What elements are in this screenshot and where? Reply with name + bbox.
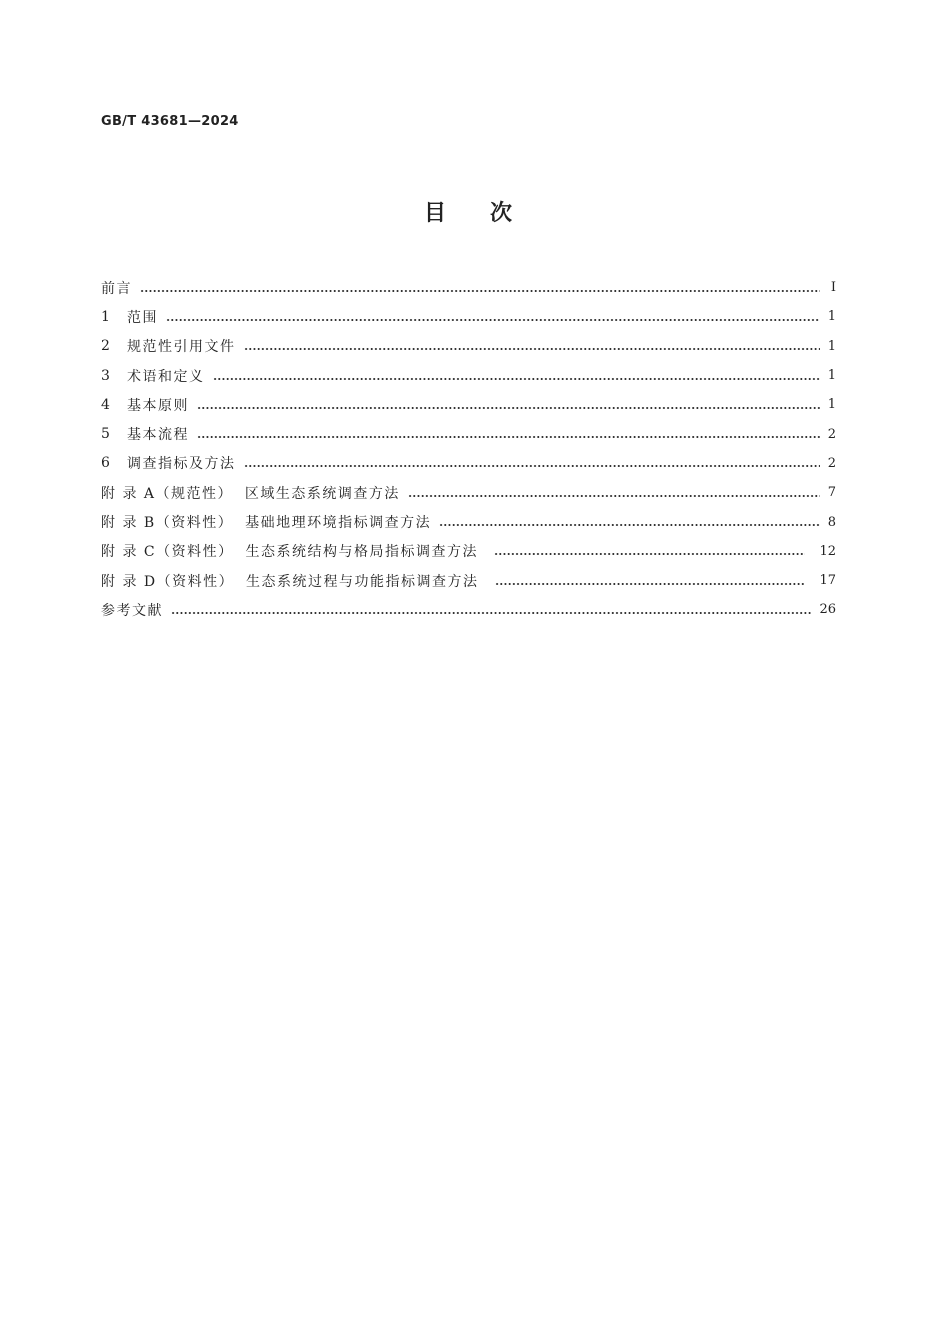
toc-entry-label: 附 录 B（资料性） 基础地理环境指标调查方法 [101, 515, 432, 532]
toc-entry-page: 26 [819, 602, 836, 618]
title-char-1: 目 [423, 201, 446, 226]
dot-leader [494, 544, 805, 558]
dot-leader [197, 398, 820, 412]
toc-entry-number: 1 [101, 308, 112, 325]
toc-entry[interactable] [101, 449, 836, 478]
standard-number: GB/T 43681—2024 [101, 114, 239, 129]
title-char-2: 次 [490, 201, 513, 226]
toc-entry-page: 7 [827, 485, 836, 501]
toc-entry-label: 附 录 A（规范性） 区域生态系统调查方法 [101, 485, 400, 502]
dot-leader [140, 281, 820, 295]
page-title [0, 196, 936, 227]
toc-entry[interactable] [101, 419, 836, 448]
toc-entry-page: Ⅰ [830, 280, 836, 296]
toc-entry-number: 5 [101, 426, 112, 443]
dot-leader [244, 456, 820, 470]
toc-entry[interactable] [101, 537, 836, 566]
toc-entry-number: 6 [101, 455, 112, 472]
toc-entry-label: 基本流程 [127, 427, 189, 444]
toc-entry-page: 2 [827, 426, 836, 442]
dot-leader [408, 486, 820, 500]
table-of-contents [101, 273, 836, 625]
dot-leader [244, 339, 820, 353]
toc-entry[interactable] [101, 332, 836, 361]
toc-entry[interactable] [101, 361, 836, 390]
toc-entry[interactable] [101, 595, 836, 624]
toc-entry-label: 基本原则 [127, 397, 189, 414]
toc-entry-number: 4 [101, 396, 112, 413]
toc-entry-page: 12 [819, 543, 836, 559]
toc-entry-label: 附 录 C（资料性） 生态系统结构与格局指标调查方法 [101, 544, 479, 561]
toc-entry-label: 规范性引用文件 [127, 339, 236, 356]
dot-leader [197, 427, 820, 441]
toc-entry-number: 3 [101, 367, 112, 384]
toc-entry-page: 1 [827, 309, 836, 325]
toc-entry[interactable] [101, 390, 836, 419]
dot-leader [213, 369, 820, 383]
dot-leader [166, 310, 820, 324]
toc-entry[interactable] [101, 302, 836, 331]
toc-entry[interactable] [101, 566, 836, 595]
toc-entry-label: 参考文献 [101, 602, 163, 619]
dot-leader [439, 515, 820, 529]
toc-entry-label: 附 录 D（资料性） 生态系统过程与功能指标调查方法 [101, 573, 479, 590]
toc-entry-label: 范围 [127, 309, 158, 326]
toc-entry-label: 术语和定义 [127, 368, 205, 385]
toc-entry[interactable] [101, 478, 836, 507]
toc-entry-number: 2 [101, 338, 112, 355]
toc-entry-page: 2 [827, 455, 836, 471]
toc-entry-page: 1 [827, 368, 836, 384]
toc-entry-label: 前言 [101, 280, 132, 297]
toc-entry[interactable] [101, 507, 836, 536]
toc-entry-page: 17 [819, 573, 836, 589]
toc-entry[interactable] [101, 273, 836, 302]
toc-entry-page: 1 [827, 397, 836, 413]
dot-leader [495, 574, 806, 588]
toc-entry-page: 8 [827, 514, 836, 530]
toc-entry-label: 调查指标及方法 [127, 456, 236, 473]
toc-entry-page: 1 [827, 338, 836, 354]
dot-leader [171, 603, 811, 617]
